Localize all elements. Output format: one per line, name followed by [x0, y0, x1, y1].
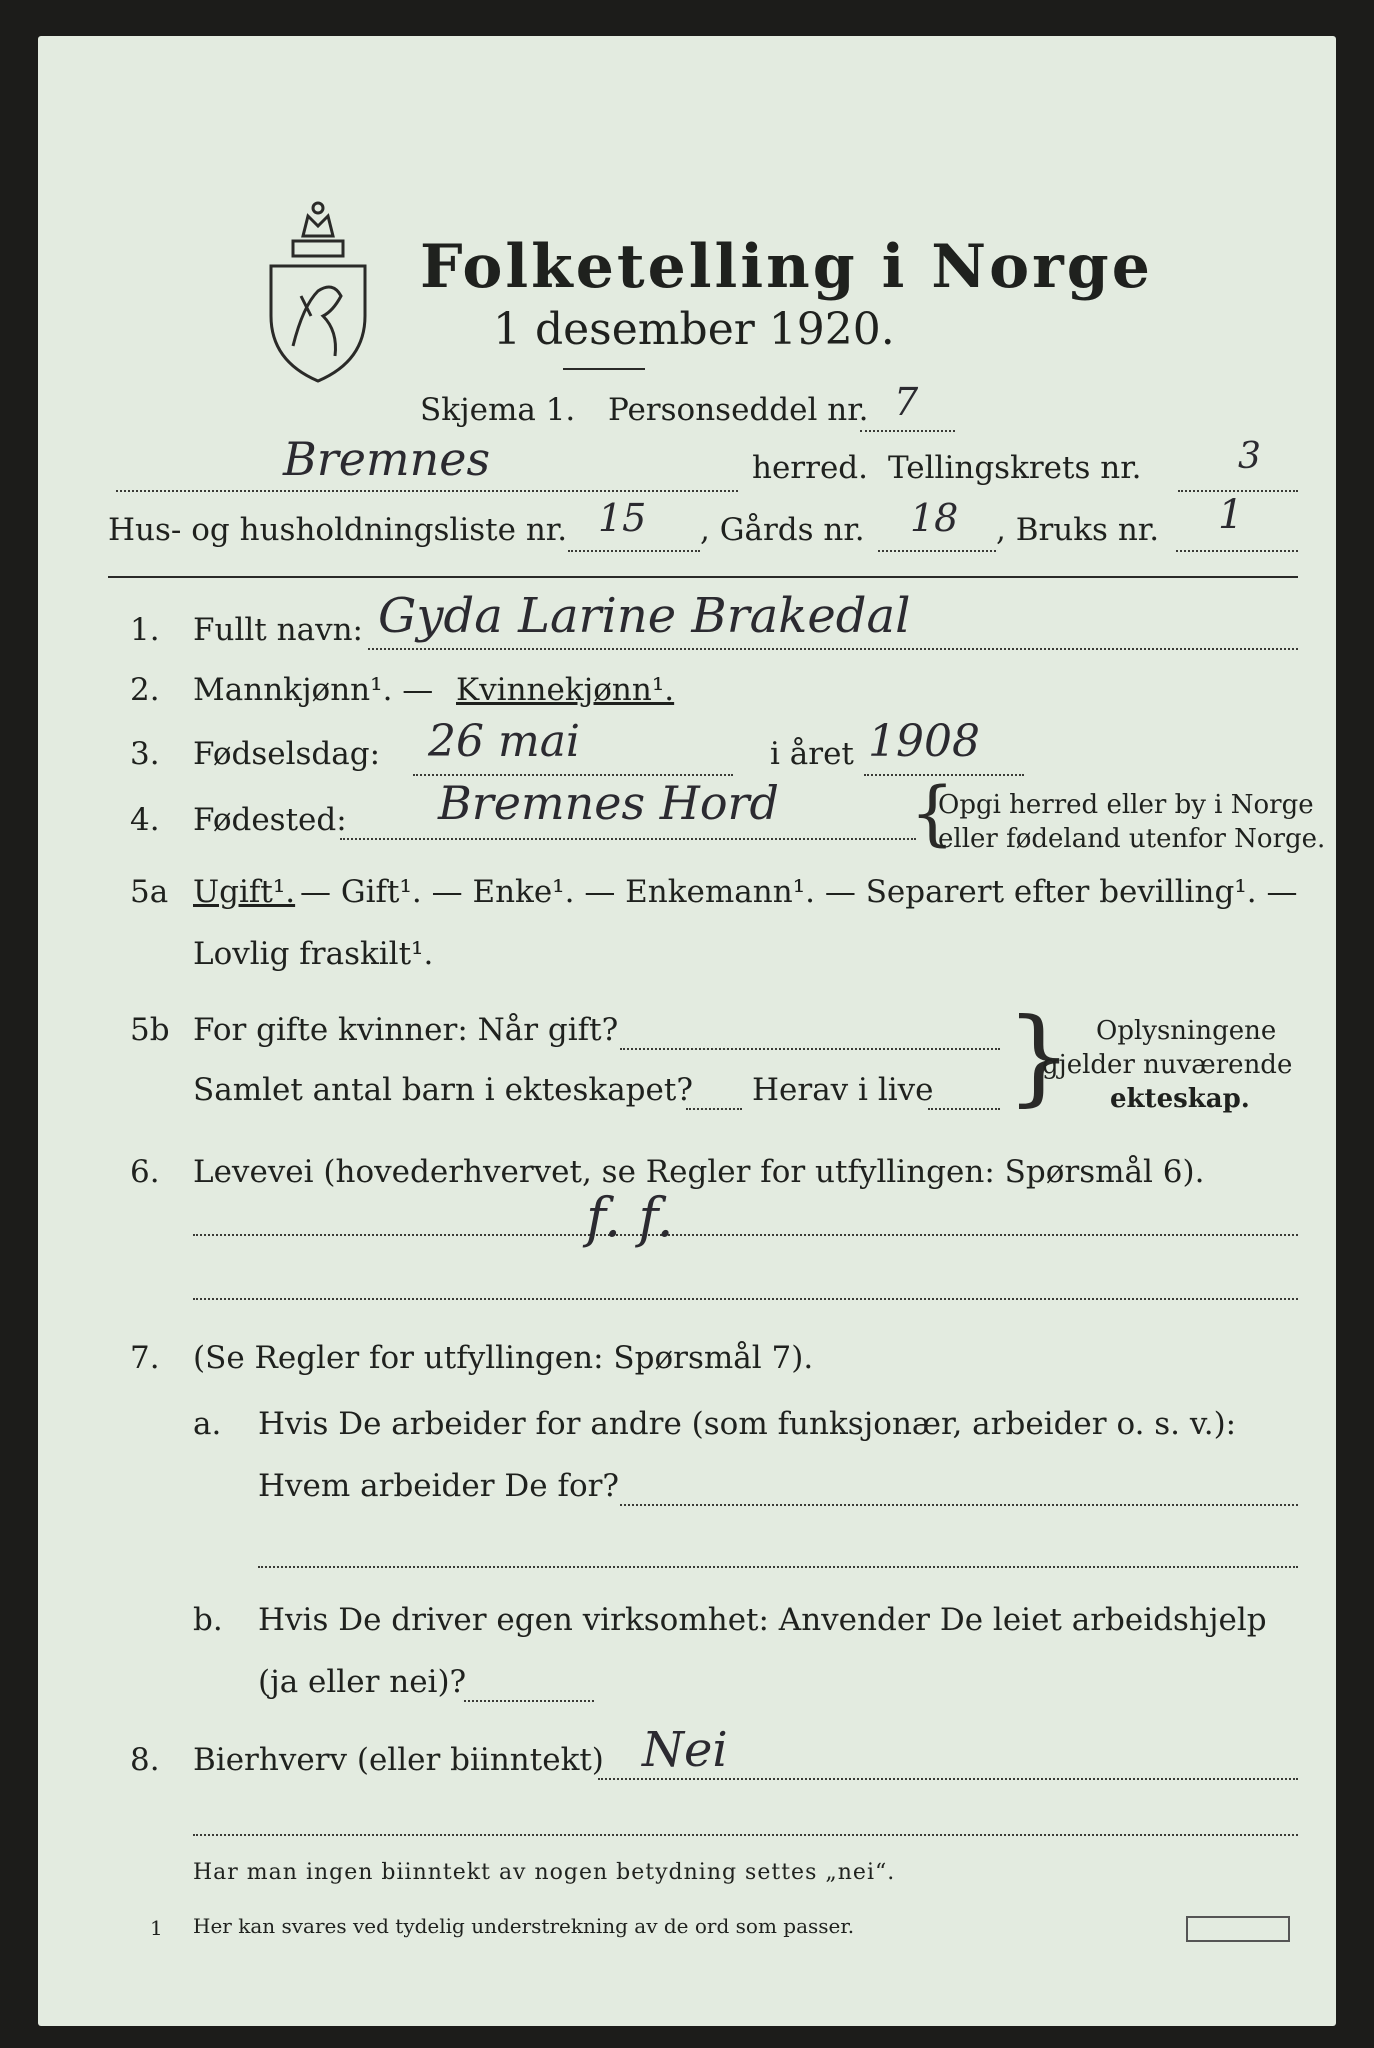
census-date: 1 desember 1920. [493, 304, 895, 355]
q3-year-value: 1908 [868, 716, 980, 767]
q7a-letter: a. [193, 1406, 222, 1442]
tellingskrets-value: 3 [1238, 436, 1261, 477]
q2-female-underlined: Kvinnekjønn¹. [456, 672, 675, 708]
q6-line1 [193, 1234, 1298, 1236]
bruks-line [1176, 550, 1298, 552]
q4-line [340, 838, 916, 840]
gards-label: , Gårds nr. [700, 512, 865, 548]
nei-note: Har man ingen biinntekt av nogen betydning settes „nei“. [193, 1860, 896, 1885]
q6-number: 6. [130, 1154, 160, 1190]
q6-label: Levevei (hovederhvervet, se Regler for utfyllingen: Spørsmål 6). [193, 1154, 1205, 1190]
q2-male: Mannkjønn¹. — [193, 672, 434, 708]
personseddel-label: Personseddel nr. [608, 392, 869, 428]
personseddel-line [860, 430, 955, 432]
q8-label: Bierhverv (eller biinntekt) [193, 1742, 604, 1778]
q5b-note-line3: ekteskap. [1110, 1084, 1250, 1114]
herred-line [116, 490, 738, 492]
header-divider [108, 576, 1298, 578]
q5b-brace: } [1006, 995, 1073, 1117]
q4-brace: { [910, 772, 955, 854]
q7a-line2: Hvem arbeider De for? [258, 1468, 620, 1504]
q5b-live-line [928, 1108, 1000, 1110]
gards-value: 18 [910, 496, 959, 540]
printer-stamp [1186, 1916, 1290, 1942]
q7b-line1: Hvis De driver egen virksomhet: Anvender De leiet arbeidshjelp [258, 1602, 1267, 1638]
footnote-text: Her kan svares ved tydelig understrekning av de ord som passer. [193, 1914, 855, 1938]
q5a-ugift-underlined: Ugift¹. [193, 874, 296, 910]
q5b-note-line2: gjelder nuværende [1042, 1050, 1293, 1080]
q7b-line2: (ja eller nei)? [258, 1664, 467, 1700]
q5b-note-line1: Oplysningene [1096, 1016, 1277, 1046]
q4-note-line1: Opgi herred eller by i Norge [938, 790, 1314, 820]
q4-note-line2: eller fødeland utenfor Norge. [938, 824, 1326, 854]
q7a-answer-line1 [620, 1504, 1298, 1506]
q5a-options: — Gift¹. — Enke¹. — Enkemann¹. — Separert efter bevilling¹. — [300, 874, 1298, 910]
footnote-mark: 1 [150, 1916, 163, 1940]
q4-label: Fødested: [193, 802, 347, 838]
title-divider [563, 368, 645, 370]
q1-label: Fullt navn: [193, 612, 363, 648]
q8-line1 [598, 1778, 1298, 1780]
q5b-label1: For gifte kvinner: Når gift? [193, 1012, 619, 1048]
q1-line [368, 648, 1298, 650]
q7a-line1: Hvis De arbeider for andre (som funksjonær, arbeider o. s. v.): [258, 1406, 1237, 1442]
q3-value: 26 mai [428, 716, 581, 767]
q7b-letter: b. [193, 1602, 223, 1638]
gards-line [878, 550, 996, 552]
q7b-answer-line [464, 1700, 594, 1702]
skjema-label: Skjema 1. [420, 392, 576, 428]
q4-value: Bremnes Hord [438, 776, 779, 830]
q1-number: 1. [130, 612, 160, 648]
tellingskrets-label: Tellingskrets nr. [888, 450, 1142, 486]
q5a-number: 5a [130, 874, 169, 910]
census-form-sheet [38, 36, 1336, 2026]
q8-value: Nei [642, 1722, 728, 1778]
q3-year-label: i året [770, 736, 854, 772]
q5b-barn-line [686, 1108, 742, 1110]
q5b-gift-line [620, 1048, 1000, 1050]
norway-coat-of-arms-icon [263, 196, 373, 386]
page-title: Folketelling i Norge [420, 232, 1153, 302]
hus-line [568, 550, 700, 552]
q7-label: (Se Regler for utfyllingen: Spørsmål 7). [193, 1340, 814, 1376]
hus-value: 15 [598, 496, 647, 540]
q5b-number: 5b [130, 1012, 170, 1048]
q6-value: f. f. [586, 1186, 674, 1249]
q1-value: Gyda Larine Brakedal [378, 588, 911, 644]
herred-value: Bremnes [283, 432, 491, 486]
herred-label: herred. [752, 450, 868, 486]
q2-number: 2. [130, 672, 160, 708]
q5b-label2: Samlet antal barn i ekteskapet? [193, 1072, 693, 1108]
bruks-label: , Bruks nr. [996, 512, 1160, 548]
q7a-answer-line2 [258, 1566, 1298, 1568]
q5b-label3: Herav i live [752, 1072, 934, 1108]
q7-number: 7. [130, 1340, 160, 1376]
q6-line2 [193, 1298, 1298, 1300]
q4-number: 4. [130, 802, 160, 838]
q3-number: 3. [130, 736, 160, 772]
q8-number: 8. [130, 1742, 160, 1778]
q3-label: Fødselsdag: [193, 736, 381, 772]
q8-line2 [193, 1834, 1298, 1836]
q5a-line2: Lovlig fraskilt¹. [193, 936, 434, 972]
bruks-value: 1 [1218, 492, 1244, 538]
personseddel-value: 7 [894, 380, 919, 424]
hus-label: Hus- og husholdningsliste nr. [108, 512, 568, 548]
